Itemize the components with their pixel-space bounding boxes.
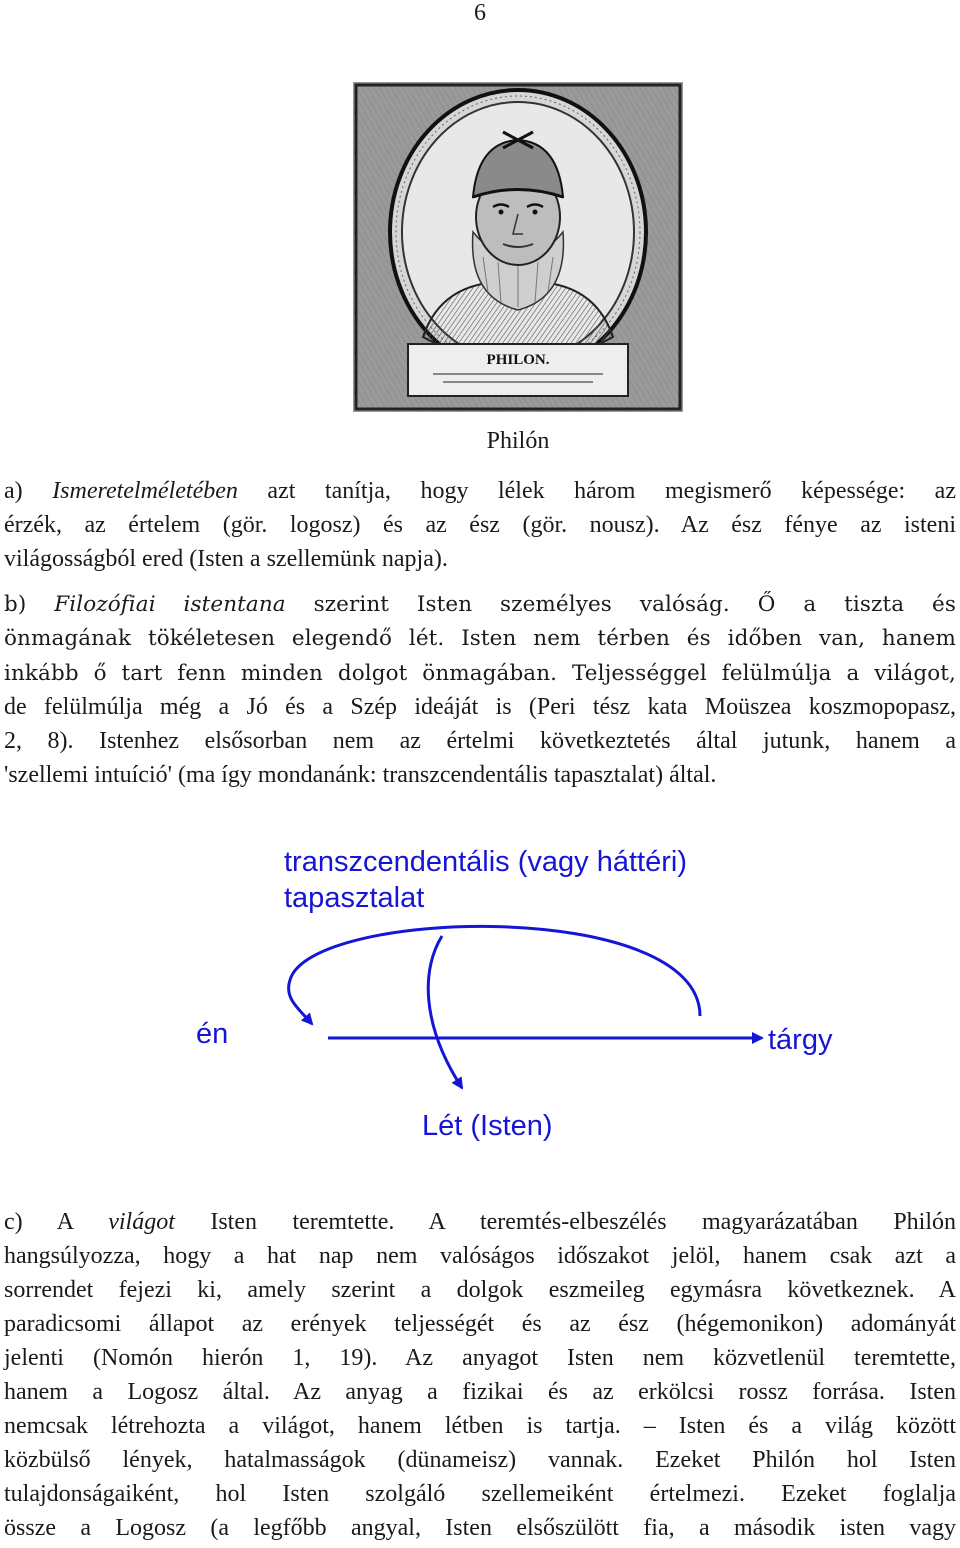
- para-c-line-1: [4, 1205, 956, 1239]
- para-c-line-7: nemcsak létrehozta a világot, hanem létben is tartja. – Isten és a világ között: [4, 1413, 956, 1439]
- para-c-line-2: hangsúlyozza, hogy a hat nap nem valóságos időszakot jelöl, hanem csak azt a: [4, 1243, 956, 1269]
- para-b-line-3-text: inkább ő tart fenn minden dolgot önmagában. Teljességgel felülmúlja a világot,: [4, 661, 956, 686]
- para-b-line-4: de felülmúlja még a Jó és a Szép ideáját is (Peri tész kata Moüszea koszmopopasz,: [4, 694, 956, 720]
- para-a-prefix: a): [4, 478, 53, 504]
- diagram-label-transcendental: transzcendentális (vagy háttéri): [284, 846, 687, 878]
- para-b-line-2: önmagának tökéletesen elegendő lét. Isten nem térben és időben van, hanem: [4, 626, 956, 651]
- experience-diagram: [180, 838, 880, 1168]
- para-a-line-3: világosságból ered (Isten a szellemünk napja).: [4, 546, 448, 572]
- portrait-plate-title: PHILON.: [486, 352, 550, 368]
- para-a-line-2: érzék, az értelem (gör. logosz) és az ész (gör. nousz). Az ész fénye az isteni: [4, 512, 956, 538]
- para-b-line-1-text: szerint Isten személyes valóság. Ő a tiszta és: [285, 592, 956, 617]
- para-c-line-10: össze a Logosz (a legfőbb angyal, Isten elsőszülött fia, a második isten vagy: [4, 1515, 956, 1541]
- engraving-illustration: [353, 82, 683, 412]
- arc-tárgy-to-én: [289, 926, 700, 1024]
- para-b-emphasis: Filozófiai istentana: [54, 592, 286, 617]
- diagram-label-let: Lét (Isten): [422, 1110, 553, 1142]
- para-a-line-1: [4, 474, 956, 508]
- philon-portrait-image: [353, 82, 683, 412]
- para-b-line-3: [4, 656, 956, 690]
- para-b-line-6: 'szellemi intuíció' (ma így mondanánk: transzcendentális tapasztalat) által.: [4, 762, 717, 788]
- para-a-emphasis: Ismeretelméletében: [52, 478, 238, 504]
- page-number: 6: [474, 0, 486, 26]
- para-c-line-3: sorrendet fejezi ki, amely szerint a dolgok eszmeileg egymásra következnek. A: [4, 1277, 956, 1303]
- arc-to-lét: [428, 936, 462, 1088]
- para-b-line-5: 2, 8). Istenhez elsősorban nem az értelmi következtetés által jutunk, hanem a: [4, 728, 956, 754]
- para-c-prefix: c) A: [4, 1209, 109, 1235]
- para-a-line-1-text: azt tanítja, hogy lélek három megismerő képessége: az: [237, 478, 956, 504]
- para-b-line-1: [4, 588, 956, 622]
- para-c-line-4: paradicsomi állapot az erények teljességét és az ész (hégemonikon) adományát: [4, 1311, 956, 1337]
- para-c-line-8: közbülső lények, hatalmasságok (dünameisz) vannak. Ezeket Philón hol Isten: [4, 1447, 956, 1473]
- para-c-line-9: tulajdonságaiként, hol Isten szolgáló szellemeiként értelmezi. Ezeket foglalja: [4, 1481, 956, 1507]
- diagram-label-targy: tárgy: [768, 1024, 833, 1056]
- para-c-line-6: hanem a Logosz által. Az anyag a fizikai és az erkölcsi rossz forrása. Isten: [4, 1379, 956, 1405]
- figure-caption: Philón: [486, 428, 550, 454]
- para-c-line-5: jelenti (Nomón hierón 1, 19). Az anyagot Isten nem közvetlenül teremtette,: [4, 1345, 956, 1371]
- diagram-label-en: én: [196, 1018, 229, 1050]
- para-c-emphasis: világot: [108, 1209, 175, 1235]
- para-c-line-1-text: Isten teremtette. A teremtés-elbeszélés magyarázatában Philón: [174, 1209, 957, 1235]
- para-b-prefix: b): [4, 592, 55, 617]
- diagram-label-experience: tapasztalat: [284, 882, 425, 914]
